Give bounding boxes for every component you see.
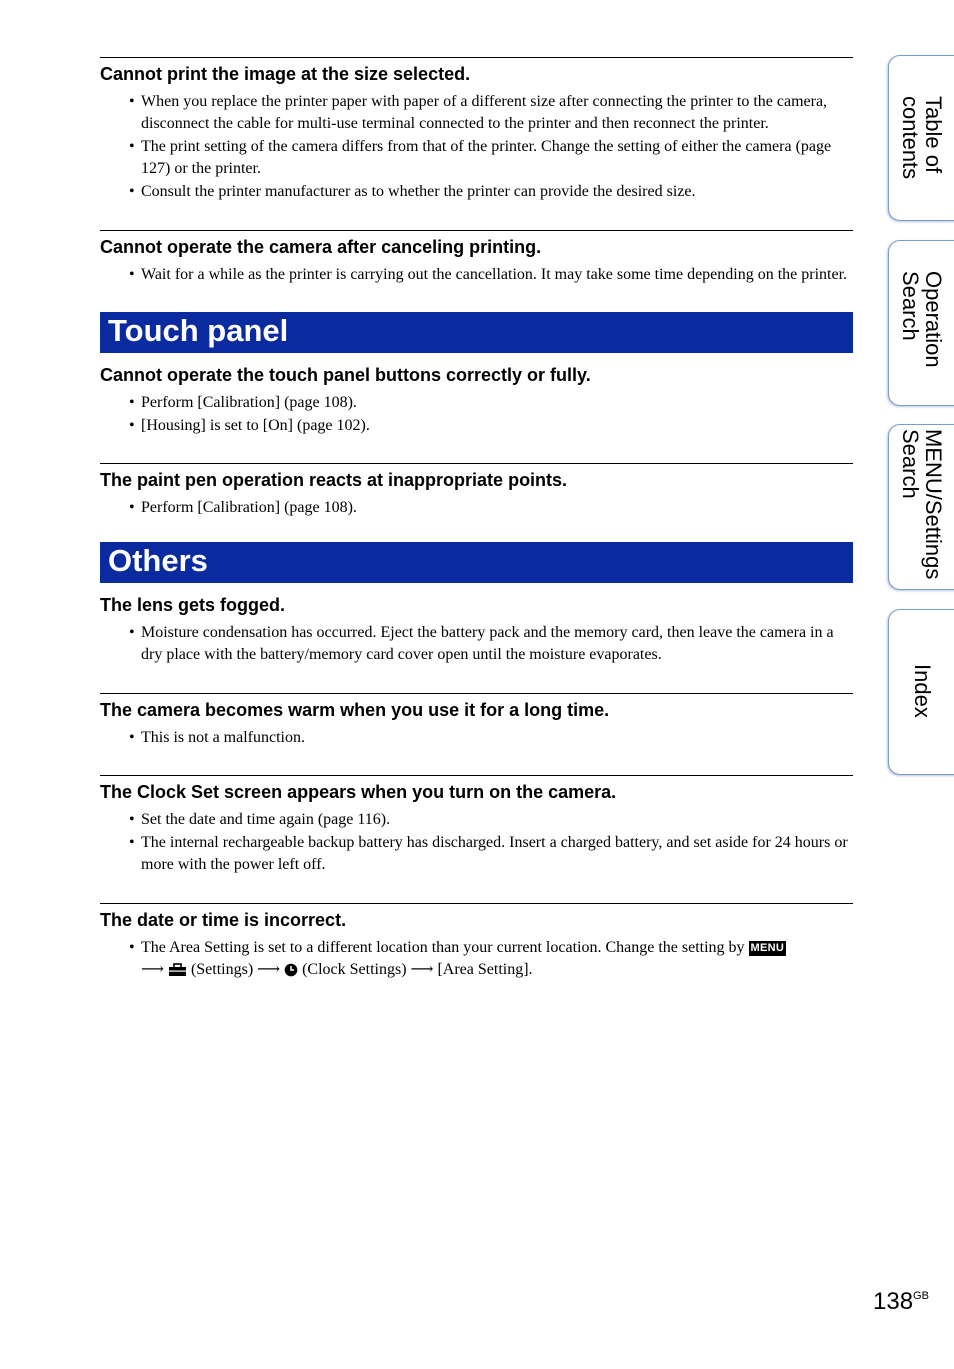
tab-label: MENU/Settings Search <box>898 429 946 580</box>
page-number-value: 138 <box>873 1288 914 1315</box>
page-suffix: GB <box>913 1290 929 1302</box>
tab-operation-search[interactable] <box>888 240 954 406</box>
arrow-icon: ⟶ <box>141 961 164 978</box>
page-number <box>873 1288 929 1316</box>
trouble-block <box>100 57 853 203</box>
arrow-icon: ⟶ <box>257 961 281 978</box>
list-item: • [Housing] is set to [On] (page 102). <box>141 415 853 437</box>
bullet-list <box>100 937 853 981</box>
list-item: • This is not a malfunction. <box>141 727 853 749</box>
trouble-block <box>100 903 853 981</box>
trouble-block <box>100 230 853 286</box>
area-setting-label: [Area Setting]. <box>437 961 533 978</box>
bullet-list <box>100 809 853 876</box>
toolbox-icon <box>168 963 187 977</box>
list-item: • Moisture condensation has occurred. Eject the battery pack and the memory card, then leave the camera in a dry place with the battery/memory card cover open until the moisture evaporates. <box>141 622 853 666</box>
clock-settings-label: (Clock Settings) <box>302 961 407 978</box>
bullet-list <box>100 392 853 437</box>
list-item: • Consult the printer manufacturer as to whether the printer can provide the desired size. <box>141 181 853 203</box>
section-title-others: Others <box>100 542 853 583</box>
list-item: • Perform [Calibration] (page 108). <box>141 392 853 414</box>
list-item <box>141 937 853 981</box>
block-heading: Cannot operate the touch panel buttons correctly or fully. <box>100 365 591 385</box>
block-heading: Cannot operate the camera after canceling printing. <box>100 237 542 257</box>
bullet-list <box>100 264 853 286</box>
list-item: • Perform [Calibration] (page 108). <box>141 497 853 519</box>
tab-label: Operation Search <box>898 271 946 368</box>
bullet-list <box>100 622 853 666</box>
list-item: • When you replace the printer paper with paper of a different size after connecting the printer to the camera, disconnect the cable for multi-use terminal connected to the printer and then reconnect the printer. <box>141 91 853 135</box>
trouble-block <box>100 693 853 749</box>
trouble-block <box>100 594 853 666</box>
section-title-touch-panel: Touch panel <box>100 312 853 353</box>
tab-label: Index <box>910 664 935 718</box>
block-heading: The Clock Set screen appears when you turn on the camera. <box>100 782 617 802</box>
tab-index[interactable] <box>888 609 954 775</box>
block-heading: Cannot print the image at the size selected. <box>100 64 471 84</box>
menu-icon: MENU <box>750 941 785 954</box>
list-item: • The internal rechargeable backup battery has discharged. Insert a charged battery, and set aside for 24 hours or more with the power left off. <box>141 832 853 876</box>
settings-label: (Settings) <box>190 961 254 978</box>
trouble-block <box>100 775 853 876</box>
bullet-list <box>100 497 853 519</box>
tab-table-of-contents[interactable] <box>888 55 954 221</box>
list-item: • Wait for a while as the printer is carrying out the cancellation. It may take some time depending on the printer. <box>141 264 853 286</box>
trouble-block <box>100 463 853 519</box>
text: The Area Setting is set to a different location than your current location. Change the setting by <box>141 939 745 956</box>
list-item: • The print setting of the camera differs from that of the printer. Change the setting of either the camera (page 127) or the printer. <box>141 136 853 180</box>
trouble-block <box>100 364 853 437</box>
bullet-list <box>100 727 853 749</box>
main-content <box>100 57 853 981</box>
block-heading: The paint pen operation reacts at inappropriate points. <box>100 470 568 490</box>
block-heading: The camera becomes warm when you use it for a long time. <box>100 700 610 720</box>
bullet-list <box>100 91 853 203</box>
tab-label: Table of contents <box>898 96 946 180</box>
list-item: • Set the date and time again (page 116). <box>141 809 853 831</box>
clock-icon <box>284 963 298 977</box>
arrow-icon: ⟶ <box>410 961 434 978</box>
block-heading: The date or time is incorrect. <box>100 910 347 930</box>
tab-menu-settings-search[interactable] <box>888 424 954 590</box>
block-heading: The lens gets fogged. <box>100 595 286 615</box>
